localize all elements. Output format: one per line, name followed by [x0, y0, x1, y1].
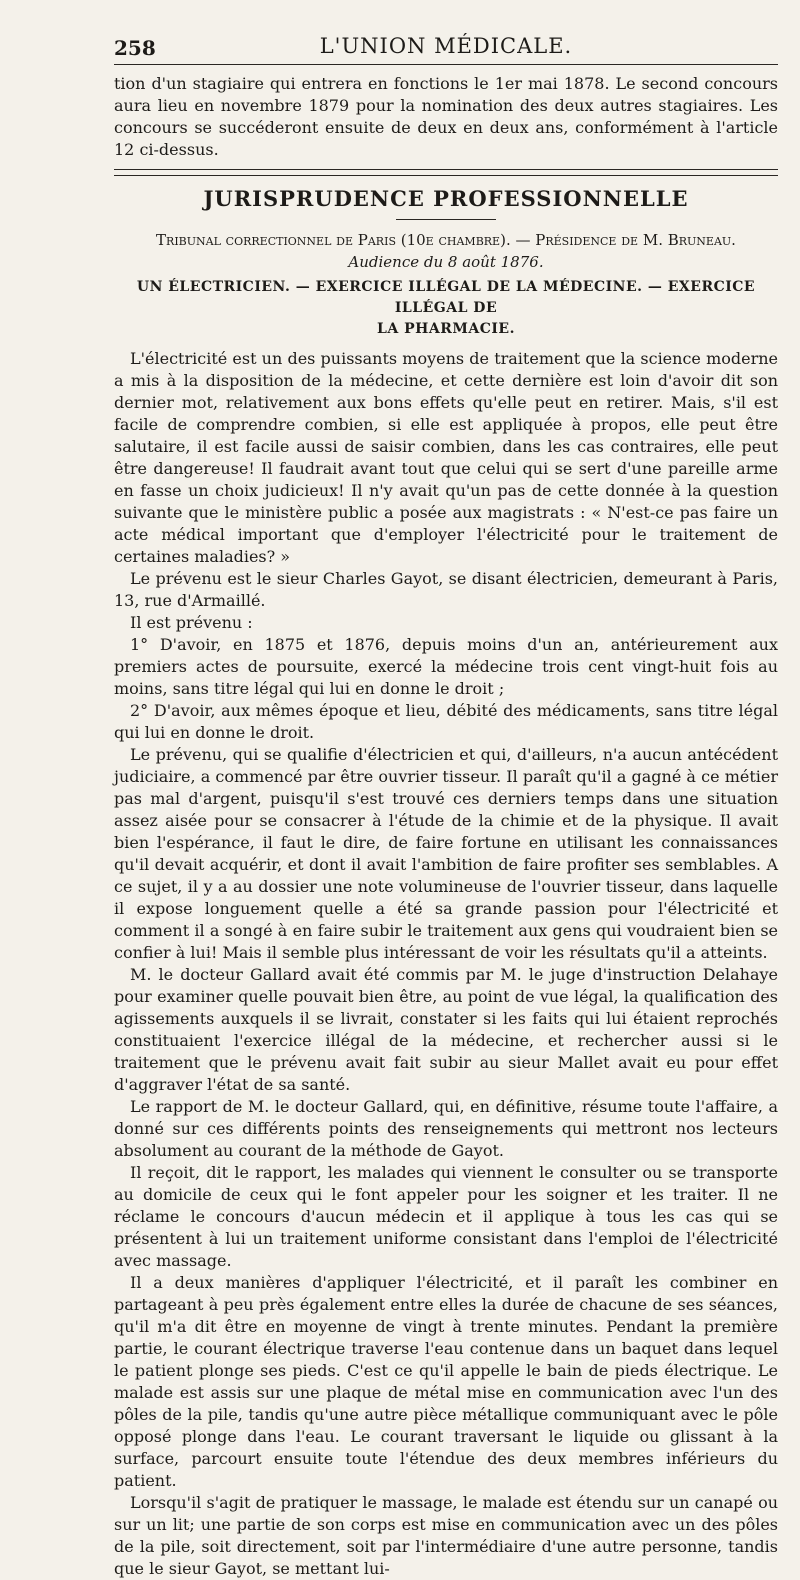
paragraph: Le prévenu est le sieur Charles Gayot, se disant électricien, demeurant à Paris, 13, rue d'Armaillé.: [114, 569, 778, 610]
paragraph: Le rapport de M. le docteur Gallard, qui, en définitive, résume toute l'affaire, a donné sur ces différents points des renseignements qui mettront nos lecteurs absolument au courant de la méthode de Gayot.: [114, 1097, 778, 1160]
paragraph: Il reçoit, dit le rapport, les malades qui viennent le consulter ou se transporte au domicile de ceux qui le font appeler pour les soigner et les traiter. Il ne réclame le concours d'aucun médecin et il applique à tous les cas qui se présentent à lui un traitement uniforme consistant dans l'emploi de l'électricité avec massage.: [114, 1163, 778, 1270]
article-body: [114, 348, 778, 1580]
section-title: JURISPRUDENCE PROFESSIONNELLE: [203, 186, 689, 211]
running-head: [114, 30, 778, 65]
paragraph: M. le docteur Gallard avait été commis par M. le juge d'instruction Delahaye pour examiner quelle pouvait bien être, au point de vue légal, la qualification des agissements auxquels il se livrait, constater si les faits qui lui étaient reprochés constituaient l'exercice illégal de la médecine, et rechercher aussi si le traitement que le prévenu avait fait subir au sieur Mallet avait eu pour effet d'aggraver l'état de sa santé.: [114, 965, 778, 1094]
paragraph: Lorsqu'il s'agit de pratiquer le massage, le malade est étendu sur un canapé ou sur un lit; une partie de son corps est mise en communication avec un des pôles de la pile, soit directement, soit par l'intermédiaire d'une autre personne, tandis que le sieur Gayot, se mettant lui-: [114, 1493, 778, 1578]
paragraph: Il a deux manières d'appliquer l'électricité, et il paraît les combiner en partageant à peu près également entre elles la durée de chacune de ses séances, qu'il m'a dit être en moyenne de vingt à trente minutes. Pendant la première partie, le courant électrique traverse l'eau contenue dans un baquet dans lequel le patient plonge ses pieds. C'est ce qu'il appelle le bain de pieds électrique. Le malade est assis sur une plaque de métal mise en communication avec l'un des pôles de la pile, tandis qu'une autre pièce métallique communiquant avec le pôle opposé plonge dans l'eau. Le courant traversant le liquide ou glissant à la surface, parcourt ensuite toute l'étendue des deux membres inférieurs du patient.: [114, 1273, 778, 1490]
case-title-line: UN ÉLECTRICIEN. — EXERCICE ILLÉGAL DE LA MÉDECINE. — EXERCICE ILLÉGAL DE: [136, 279, 756, 316]
paragraph: Le prévenu, qui se qualifie d'électricien et qui, d'ailleurs, n'a aucun antécédent judiciaire, a commencé par être ouvrier tisseur. Il paraît qu'il a gagné à ce métier pas mal d'argent, puisqu'il s'est trouvé ces derniers temps dans une situation assez aisée pour se consacrer à l'étude de la chimie et de la physique. Il avait bien l'espérance, il faut le dire, de faire fortune en utilisant les connaissances qu'il devait acquérir, et dont il avait l'ambition de faire profiter ses semblables. A ce sujet, il y a au dossier une note volumineuse de l'ouvrier tisseur, dans laquelle il expose longuement quelle a été sa grande passion pour l'électricité et comment il a songé à en faire subir le traitement aux gens qui voudraient bien se confier à lui! Mais il semble plus intéressant de voir les résultats qu'il a atteints.: [114, 745, 778, 962]
section-title-underline: [396, 219, 496, 220]
intro-paragraph: tion d'un stagiaire qui entrera en fonctions le 1er mai 1878. Le second concours aura lieu en novembre 1879 pour la nomination des deux autres stagiaires. Les concours se succéderont ensuite de deux en deux ans, conformément à l'article 12 ci-dessus.: [114, 74, 778, 159]
section-rule: [114, 169, 778, 176]
paragraph: L'électricité est un des puissants moyens de traitement que la science moderne a mis à la disposition de la médecine, et cette dernière est loin d'avoir dit son dernier mot, relativement aux bons effets qu'elle peut en retirer. Mais, s'il est facile de comprendre combien, si elle est appliquée à propos, elle peut être salutaire, il est facile aussi de saisir combien, dans les cas contraires, elle peut être dangereuse! Il faudrait avant tout que celui qui se sert d'une pareille arme en fasse un choix judicieux! Il n'y avait qu'un pas de cette donnée à la question suivante que le ministère public a posée aux magistrats : « N'est-ce pas faire un acte médical important que d'employer l'électricité pour le traitement de certaines maladies? »: [114, 349, 778, 566]
paragraph: Il est prévenu :: [130, 613, 253, 632]
paragraph: 1° D'avoir, en 1875 et 1876, depuis moins d'un an, antérieurement aux premiers actes de poursuite, exercé la médecine trois cent vingt-huit fois au moins, sans titre légal qui lui en donne le droit ;: [114, 635, 778, 698]
paragraph: 2° D'avoir, aux mêmes époque et lieu, débité des médicaments, sans titre légal qui lui en donne le droit.: [114, 701, 778, 742]
journal-title: L'UNION MÉDICALE.: [319, 34, 573, 58]
page-number: 258: [114, 36, 156, 60]
audience-line: Audience du 8 août 1876.: [348, 253, 544, 271]
tribunal-line: Tribunal correctionnel de Paris (10e chambre). — Présidence de M. Bruneau.: [156, 231, 736, 249]
case-title-line: LA PHARMACIE.: [377, 321, 515, 337]
case-title: [114, 277, 778, 340]
